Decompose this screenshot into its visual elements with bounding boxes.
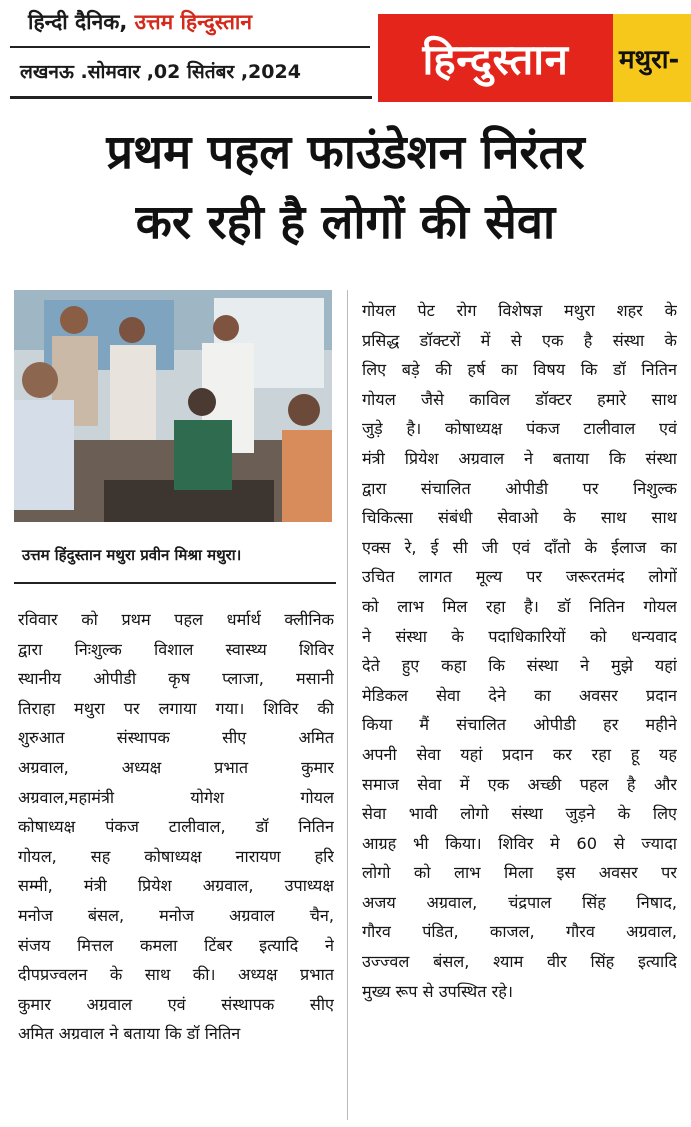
article-line: गौरव पंडित, काजल, गौरव अग्रवाल, xyxy=(362,922,677,942)
article-column-left xyxy=(18,605,334,1049)
article-line: द्वारा संचालित ओपीडी पर निशुल्क xyxy=(362,478,677,498)
photo-illustration xyxy=(14,290,332,522)
article-line: अग्रवाल, अध्यक्ष प्रभात कुमार xyxy=(18,757,334,777)
article-line: मंत्री प्रियेश अग्रवाल ने बताया कि संस्था xyxy=(362,448,677,468)
edition-label: मथुरा- xyxy=(613,14,691,102)
article-line: उचित लागत मूल्य पर जरूरतमंद लोगों xyxy=(362,567,677,587)
headline xyxy=(0,118,691,258)
article-line: किया मैं संचालित ओपीडी हर महीने xyxy=(362,715,677,735)
article-line: अपनी सेवा यहां प्रदान कर रहा हू यह xyxy=(362,744,677,764)
column-divider xyxy=(347,290,348,1120)
article-line: ने संस्था के पदाधिकारियों को धन्यवाद xyxy=(362,626,677,646)
article-line: अजय अग्रवाल, चंद्रपाल सिंह निषाद, xyxy=(362,892,677,912)
article-column-right xyxy=(362,296,677,1006)
article-line: आग्रह भी किया। शिविर मे 60 से ज्यादा xyxy=(362,833,677,853)
article-line: कोषाध्यक्ष पंकज टालीवाल, डॉ नितिन xyxy=(18,817,334,837)
article-line: कुमार अग्रवाल एवं संस्थापक सीए xyxy=(18,994,334,1014)
headline-line-1: प्रथम पहल फाउंडेशन निरंतर xyxy=(106,125,585,180)
article-line: स्थानीय ओपीडी कृष प्लाजा, मसानी xyxy=(18,669,334,689)
article-line: तिराहा मथुरा पर लगाया गया। शिविर की xyxy=(18,698,334,718)
masthead-rule-bottom xyxy=(10,96,372,99)
article-line: एक्स रे, ई सी जी एवं दाँतो के ईलाज का xyxy=(362,537,677,557)
article-line: रविवार को प्रथम पहल धर्मार्थ क्लीनिक xyxy=(18,610,334,629)
dateline: लखनऊ .सोमवार ,02 सितंबर ,2024 xyxy=(20,61,301,83)
article-line: चिकित्सा संबंधी सेवाओ के साथ साथ xyxy=(362,508,677,528)
article-line: उज्ज्वल बंसल, श्याम वीर सिंह इत्यादि xyxy=(362,952,677,972)
article-line: गोयल, सह कोषाध्यक्ष नारायण हरि xyxy=(18,846,334,866)
paper-title: उत्तम हिन्दुस्तान xyxy=(134,10,253,34)
article-line: सेवा भावी लोगो संस्था जुड़ने के लिए xyxy=(362,804,677,824)
article-line: अग्रवाल,महामंत्री योगेश गोयल xyxy=(18,787,334,807)
article-line: गोयल पेट रोग विशेषज्ञ मथुरा शहर के xyxy=(362,301,677,320)
masthead-rule xyxy=(10,46,370,48)
headline-line-2: कर रही है लोगों की सेवा xyxy=(135,195,556,250)
newspaper-logo: हिन्दुस्तान xyxy=(378,14,613,102)
article-line: गोयल जैसे काविल डॉक्टर हमारे साथ xyxy=(362,389,677,409)
article-line: लोगो को लाभ मिला इस अवसर पर xyxy=(362,863,677,883)
clinic-camp-photo xyxy=(14,290,332,522)
article-line: दीपप्रज्वलन के साथ की। अध्यक्ष प्रभात xyxy=(18,965,334,985)
caption-rule xyxy=(14,582,336,584)
article-line: को लाभ मिल रहा है। डॉ नितिन गोयल xyxy=(362,596,677,616)
article-line: जुड़े है। कोषाध्यक्ष पंकज टालीवाल एवं xyxy=(362,419,677,439)
photo-caption: उत्तम हिंदुस्तान मथुरा प्रवीन मिश्रा मथुरा। xyxy=(22,546,242,564)
article-line: मुख्य रूप से उपस्थित रहे। xyxy=(362,981,513,1001)
article-line: मेडिकल सेवा देने का अवसर प्रदान xyxy=(362,685,677,705)
article-line: शुरुआत संस्थापक सीए अमित xyxy=(18,728,334,748)
article-line: सम्मी, मंत्री प्रियेश अग्रवाल, उपाध्यक्ष xyxy=(18,876,334,896)
article-line: समाज सेवा में एक अच्छी पहल है और xyxy=(362,774,677,794)
article-line: संजय मित्तल कमला टिंबर इत्यादि ने xyxy=(18,935,334,955)
masthead xyxy=(0,0,372,100)
article-line: प्रसिद्ध डॉक्टरों में से एक है संस्था के xyxy=(362,330,677,350)
article-line: मनोज बंसल, मनोज अग्रवाल चैन, xyxy=(18,905,334,925)
article-line: अमित अग्रवाल ने बताया कि डॉ नितिन xyxy=(18,1024,241,1044)
paper-prefix: हिन्दी दैनिक, xyxy=(28,10,135,34)
paper-name xyxy=(28,8,252,36)
article-line: देते हुए कहा कि संस्था ने मुझे यहां xyxy=(362,656,677,676)
article-line: लिए बड़े की हर्ष का विषय कि डॉ नितिन xyxy=(362,360,677,380)
article-line: द्वारा निःशुल्क विशाल स्वास्थ्य शिविर xyxy=(18,639,334,659)
